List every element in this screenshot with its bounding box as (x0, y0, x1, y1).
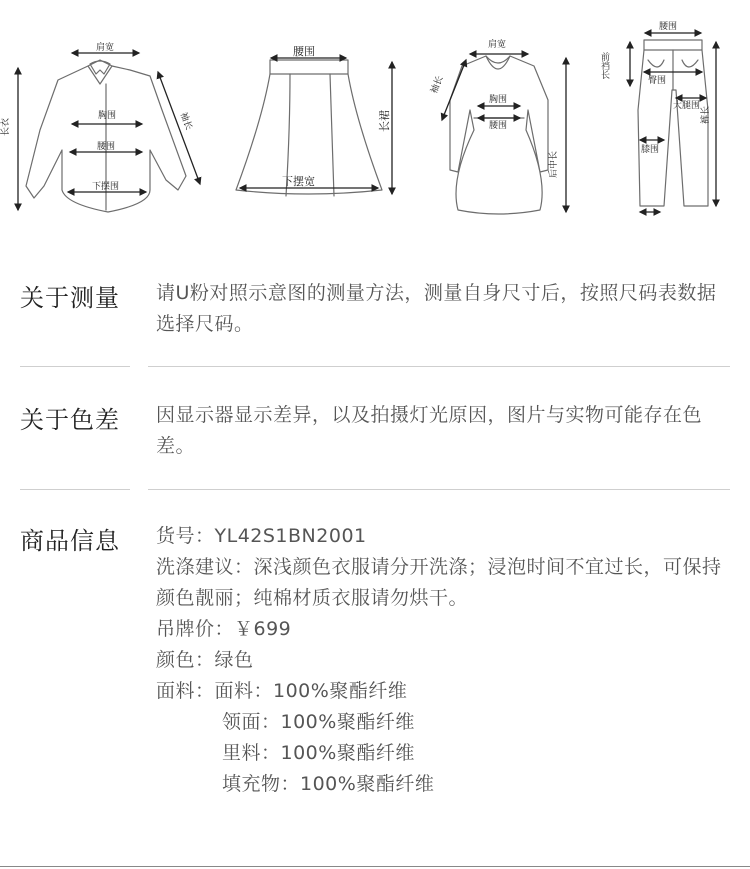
shirt-hem-label: 下摆围 (92, 182, 120, 192)
measurement-text: 请U粉对照示意图的测量方法，测量自身尺寸后，按照尺码表数据选择尺码。 (156, 282, 717, 335)
product-info-section (20, 521, 732, 821)
pants-knee-label: 膝围 (641, 145, 660, 155)
shirt-length-label: 长衣 (1, 117, 11, 136)
shirt-waist-label: 腰围 (97, 142, 116, 152)
color-diff-title: 关于色差 (20, 406, 120, 434)
shirt-chest-label: 胸围 (98, 111, 117, 121)
product-info-body (156, 521, 732, 800)
measurement-diagrams (0, 0, 750, 225)
skirt-hem-label: 下摆宽 (282, 175, 315, 188)
tag-price-text: 吊牌价：￥699 (156, 618, 292, 640)
product-info-title: 商品信息 (20, 527, 120, 555)
fabric-main-text: 面料：面料：100%聚酯纤维 (156, 680, 408, 702)
color-diff-text: 因显示器显示差异，以及拍摄灯光原因，图片与实物可能存在色差。 (156, 404, 703, 457)
fabric-collar-text: 领面：100%聚酯纤维 (222, 711, 415, 733)
fabric-fill-text: 填充物：100%聚酯纤维 (222, 773, 435, 795)
color-diff-section (20, 400, 732, 470)
shirt-shoulder-label: 肩宽 (96, 43, 115, 53)
pants-hip-label: 臀围 (648, 76, 667, 86)
wash-advice-text: 洗涤建议：深浅颜色衣服请分开洗涤；浸泡时间不宜过长，可保持颜色靓丽；纯棉材质衣服请勿烘干。 (156, 556, 722, 609)
dress-length-label: 后中长 (549, 150, 559, 178)
pants-thigh-label: 大腿围 (673, 101, 701, 111)
dress-chest-label: 胸围 (489, 95, 508, 105)
divider (20, 489, 130, 490)
measurement-section (20, 278, 732, 348)
pants-length-label: 裤长 (701, 105, 711, 124)
divider (148, 489, 730, 490)
pants-waist-label: 腰围 (659, 22, 678, 32)
dress-diagram (428, 38, 566, 214)
divider (20, 366, 130, 367)
divider (148, 366, 730, 367)
shirt-diagram (0, 41, 200, 212)
skirt-length-label: 长裙 (378, 110, 391, 132)
pants-front-rise-label: 前裆长 (599, 52, 609, 79)
fabric-lining-text: 里料：100%聚酯纤维 (222, 742, 415, 764)
skirt-diagram (236, 45, 392, 196)
measurement-title: 关于测量 (20, 284, 120, 312)
skirt-waist-label: 腰围 (293, 45, 315, 58)
dress-sleeve-label: 袖长 (429, 74, 446, 96)
sku-text: 货号：YL42S1BN2001 (156, 525, 367, 547)
dress-waist-label: 腰围 (489, 121, 508, 131)
dress-shoulder-label: 肩宽 (488, 40, 507, 50)
color-text: 颜色：绿色 (156, 649, 254, 671)
shirt-sleeve-label: 袖长 (177, 111, 194, 132)
bottom-divider (0, 866, 750, 867)
pants-diagram (599, 21, 716, 212)
measurement-diagram-svg (0, 0, 750, 225)
